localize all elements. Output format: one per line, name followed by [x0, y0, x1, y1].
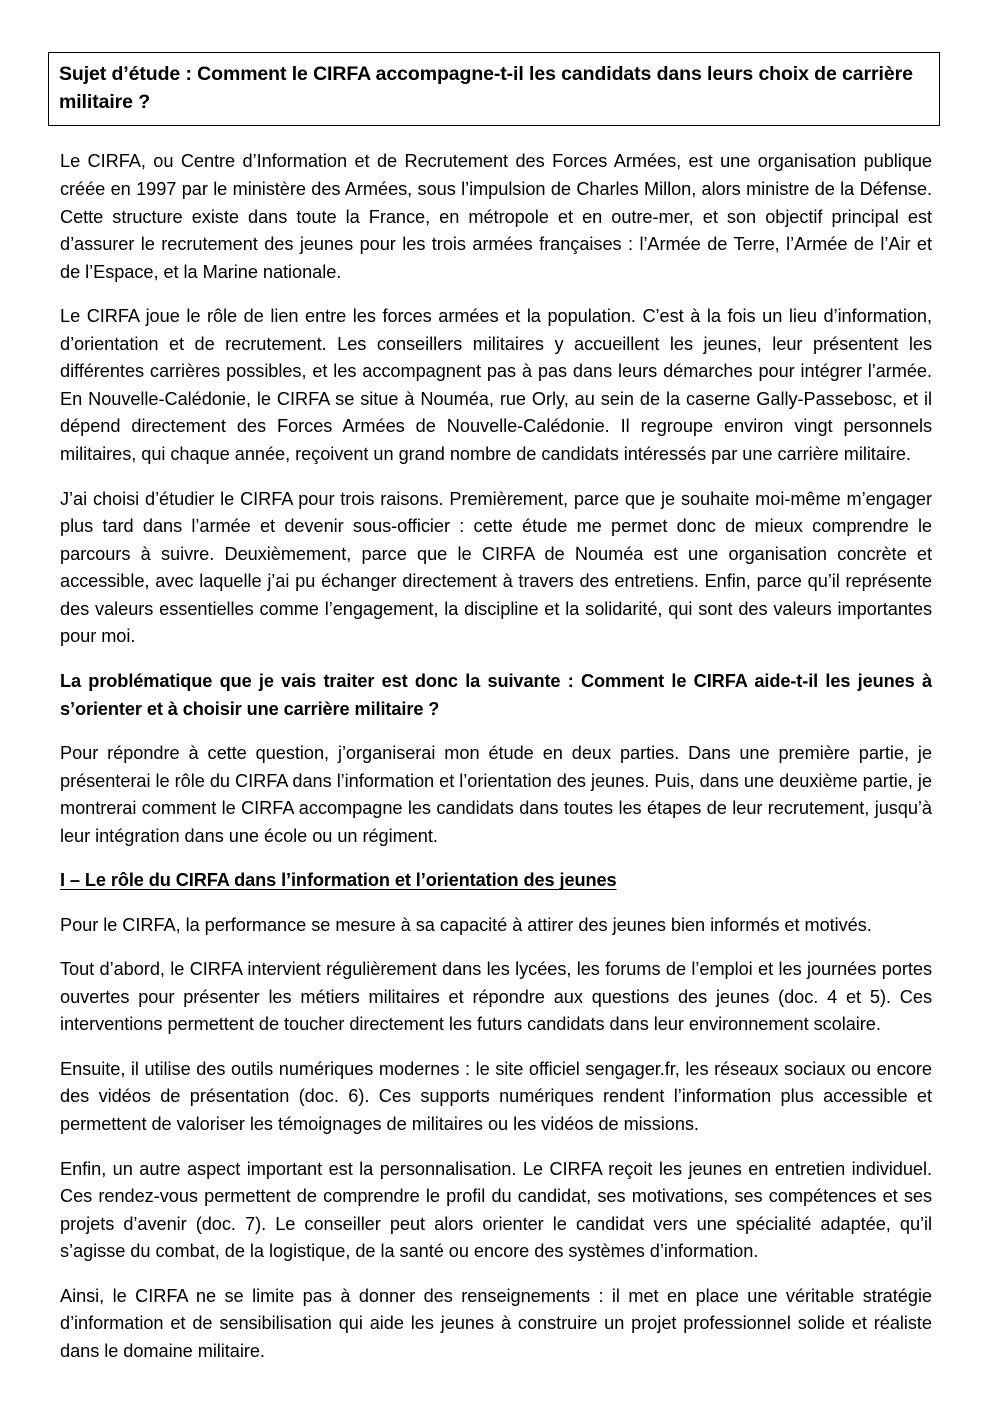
paragraph-problematique: La problématique que je vais traiter est donc la suivante : Comment le CIRFA aide-t-il les jeunes à s’orienter et à choisir une carrière militaire ?	[60, 670, 932, 719]
section-heading-partie-1	[60, 867, 932, 894]
section-heading-partie-1-label: I – Le rôle du CIRFA dans l’information et l’orientation des jeunes	[60, 870, 617, 891]
paragraph-intro-definition: Le CIRFA, ou Centre d’Information et de Recrutement des Forces Armées, est une organisation publique créée en 1997 par le ministère des Armées, sous l’impulsion de Charles Millon, alors ministre de la Défense. Cette structure existe dans toute la France, en métropole et en outre-mer, et son objectif principal est d’assurer le recrutement des jeunes pour les trois armées françaises : l’Armée de Terre, l’Armée de l’Air et de l’Espace, et la Marine nationale.	[60, 151, 932, 282]
paragraph-choix-trois-raisons: J’ai choisi d’étudier le CIRFA pour trois raisons. Premièrement, parce que je souhaite moi-même m’engager plus tard dans l’armée et devenir sous-officier : cette étude me permet donc de mieux comprendre le parcours à suivre. Deuxièmement, parce que le CIRFA de Nouméa est une organisation concrète et accessible, avec laquelle j’ai pu échanger directement à travers des entretiens. Enfin, parce qu’il représente des valeurs essentielles comme l’engagement, la discipline et la solidarité, qui sont des valeurs importantes pour moi.	[60, 488, 932, 647]
title-spacer	[60, 126, 932, 148]
paragraph-outils-numeriques: Ensuite, il utilise des outils numériques modernes : le site officiel sengager.fr, les réseaux sociaux ou encore des vidéos de présentation (doc. 6). Ces supports numériques rendent l’information plus accessible et permettent de valoriser les témoignages de militaires ou les vidéos de missions.	[60, 1058, 932, 1134]
paragraph-role-lien: Le CIRFA joue le rôle de lien entre les forces armées et la population. C’est à la fois un lieu d’information, d’orientation et de recrutement. Les conseillers militaires y accueillent les jeunes, leur présentent les différentes carrières possibles, et les accompagnent pas à pas dans leurs démarches pour intégrer l’armée. En Nouvelle-Calédonie, le CIRFA se situe à Nouméa, rue Orly, au sein de la caserne Gally-Passebosc, et il dépend directement des Forces Armées de Nouvelle-Calédonie. Il regroupe environ vingt personnels militaires, qui chaque année, reçoivent un grand nombre de candidats intéressés par une carrière militaire.	[60, 306, 932, 464]
paragraph-plan-annonce: Pour répondre à cette question, j’organiserai mon étude en deux parties. Dans une première partie, je présenterai le rôle du CIRFA dans l’information et l’orientation des jeunes. Puis, dans une deuxième partie, je montrerai comment le CIRFA accompagne les candidats dans toutes les étapes de leur recrutement, jusqu’à leur intégration dans une école ou un régiment.	[60, 743, 932, 846]
paragraph-personnalisation: Enfin, un autre aspect important est la personnalisation. Le CIRFA reçoit les jeunes en entretien individuel. Ces rendez-vous permettent de comprendre le profil du candidat, ses motivations, ses compétences et ses projets d’avenir (doc. 7). Le conseiller peut alors orienter le candidat vers une spécialité adaptée, qu’il s’agisse du combat, de la logistique, de la santé ou encore des systèmes d’information.	[60, 1158, 932, 1262]
page-title: Sujet d’étude : Comment le CIRFA accompagne-t-il les candidats dans leurs choix de carrière militaire ?	[59, 63, 913, 113]
paragraph-performance: Pour le CIRFA, la performance se mesure à sa capacité à attirer des jeunes bien informés et motivés.	[60, 914, 872, 935]
paragraph-interventions-lycees: Tout d’abord, le CIRFA intervient régulièrement dans les lycées, les forums de l’emploi et les journées portes ouvertes pour présenter les métiers militaires et répondre aux questions des jeunes (doc. 4 et 5). Ces interventions permettent de toucher directement les futurs candidats dans leur environnement scolaire.	[60, 959, 932, 1035]
paragraph-conclusion-partielle: Ainsi, le CIRFA ne se limite pas à donner des renseignements : il met en place une véritable stratégie d’information et de sensibilisation qui aide les jeunes à construire un projet professionnel solide et réaliste dans le domaine militaire.	[60, 1285, 932, 1361]
document-content	[60, 0, 932, 1382]
study-subject-title-box	[48, 52, 940, 126]
